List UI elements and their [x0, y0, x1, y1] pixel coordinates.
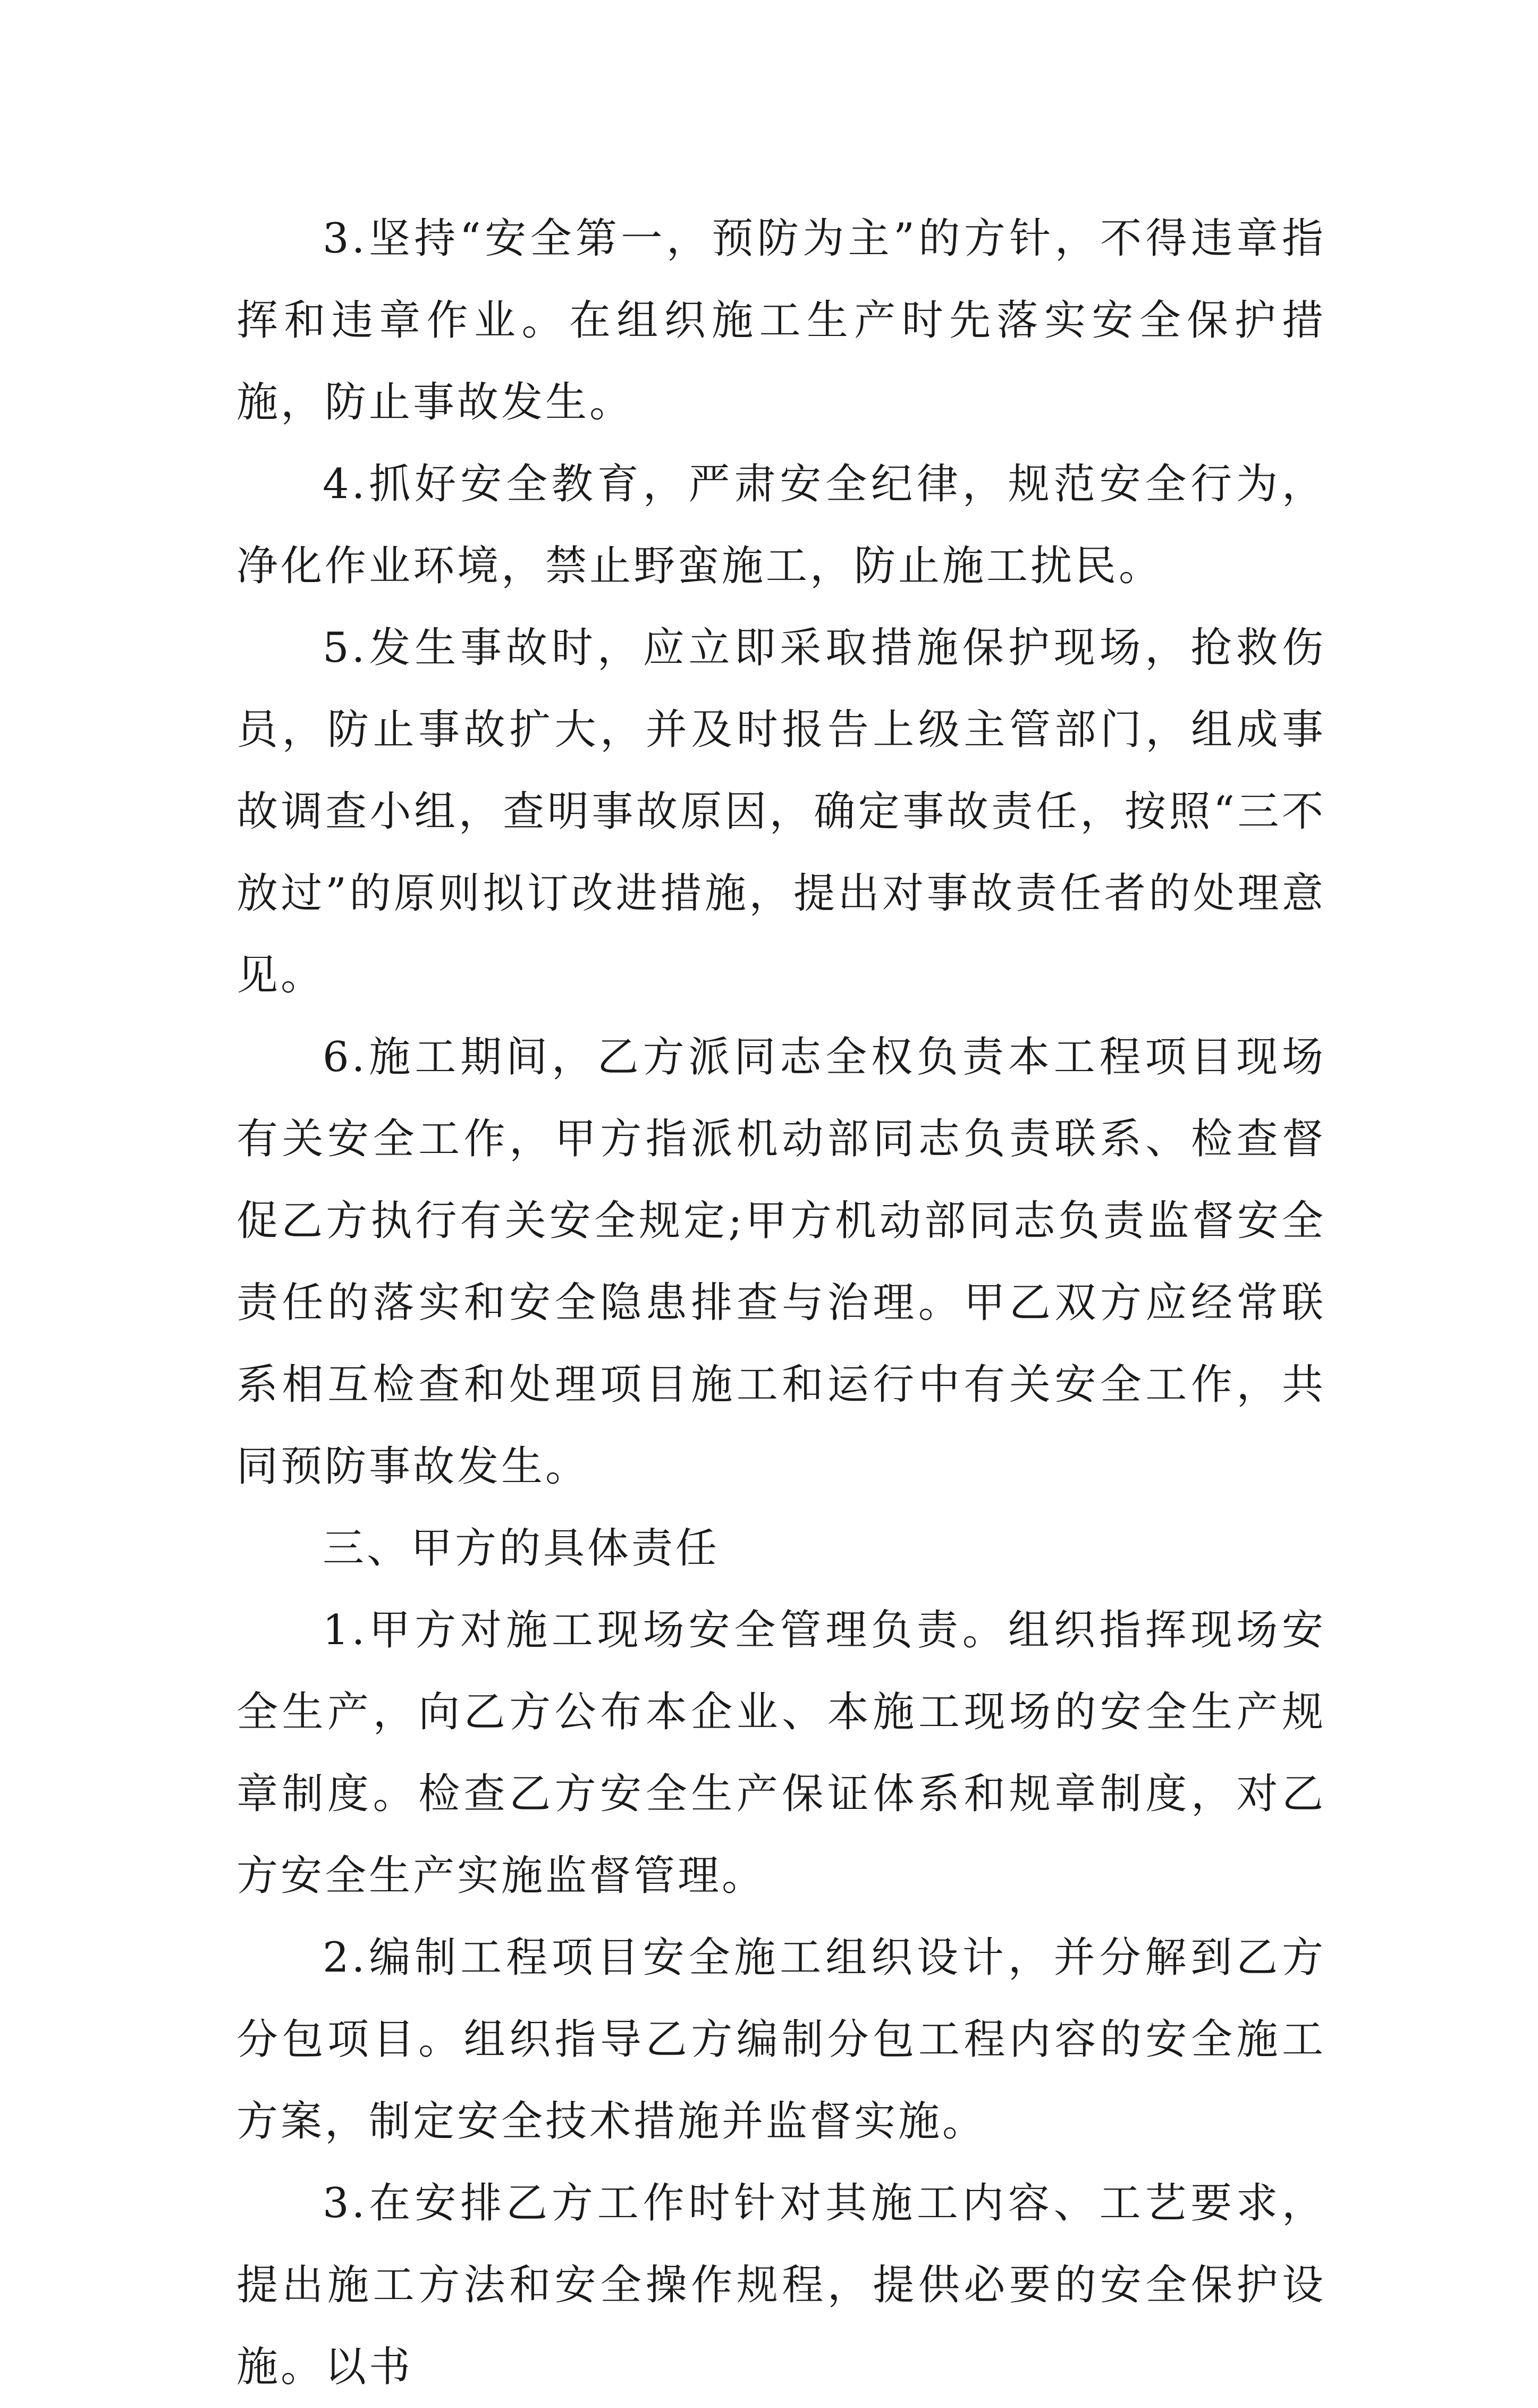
section-heading-party-a-responsibilities: 三、甲方的具体责任	[323, 1525, 720, 1572]
paragraph-item-4-safety-education: 4.抓好安全教育，严肃安全纪律，规范安全行为，净化作业环境，禁止野蛮施工，防止施工扰民。	[236, 460, 1326, 590]
paragraph-item-2-safety-design: 2.编制工程项目安全施工组织设计，并分解到乙方分包项目。组织指导乙方编制分包工程内容的安全施工方案，制定安全技术措施并监督实施。	[236, 1934, 1326, 2145]
paragraph-item-5-accident-handling: 5.发生事故时，应立即采取措施保护现场，抢救伤员，防止事故扩大，并及时报告上级主管部门，组成事故调查小组，查明事故原因，确定事故责任，按照“三不放过”的原则拟订改进措施，提出对事故责任者的处理意见。	[236, 624, 1326, 999]
paragraph-item-3-work-arrangement: 3.在安排乙方工作时针对其施工内容、工艺要求，提出施工方法和安全操作规程，提供必要的安全保护设施。以书	[236, 2179, 1326, 2391]
paragraph-item-6-construction-period: 6.施工期间，乙方派同志全权负责本工程项目现场有关安全工作，甲方指派机动部同志负责联系、检查督促乙方执行有关安全规定;甲方机动部同志负责监督安全责任的落实和安全隐患排查与治理。甲乙双方应经常联系相互检查和处理项目施工和运行中有关安全工作，共同预防事故发生。	[236, 1033, 1326, 1491]
paragraph-item-3-safety-first: 3.坚持“安全第一，预防为主”的方针，不得违章指挥和违章作业。在组织施工生产时先落实安全保护措施，防止事故发生。	[236, 215, 1326, 426]
paragraph-item-1-site-management: 1.甲方对施工现场安全管理负责。组织指挥现场安全生产，向乙方公布本企业、本施工现场的安全生产规章制度。检查乙方安全生产保证体系和规章制度，对乙方安全生产实施监督管理。	[236, 1606, 1326, 1900]
document-body	[236, 198, 1326, 2408]
